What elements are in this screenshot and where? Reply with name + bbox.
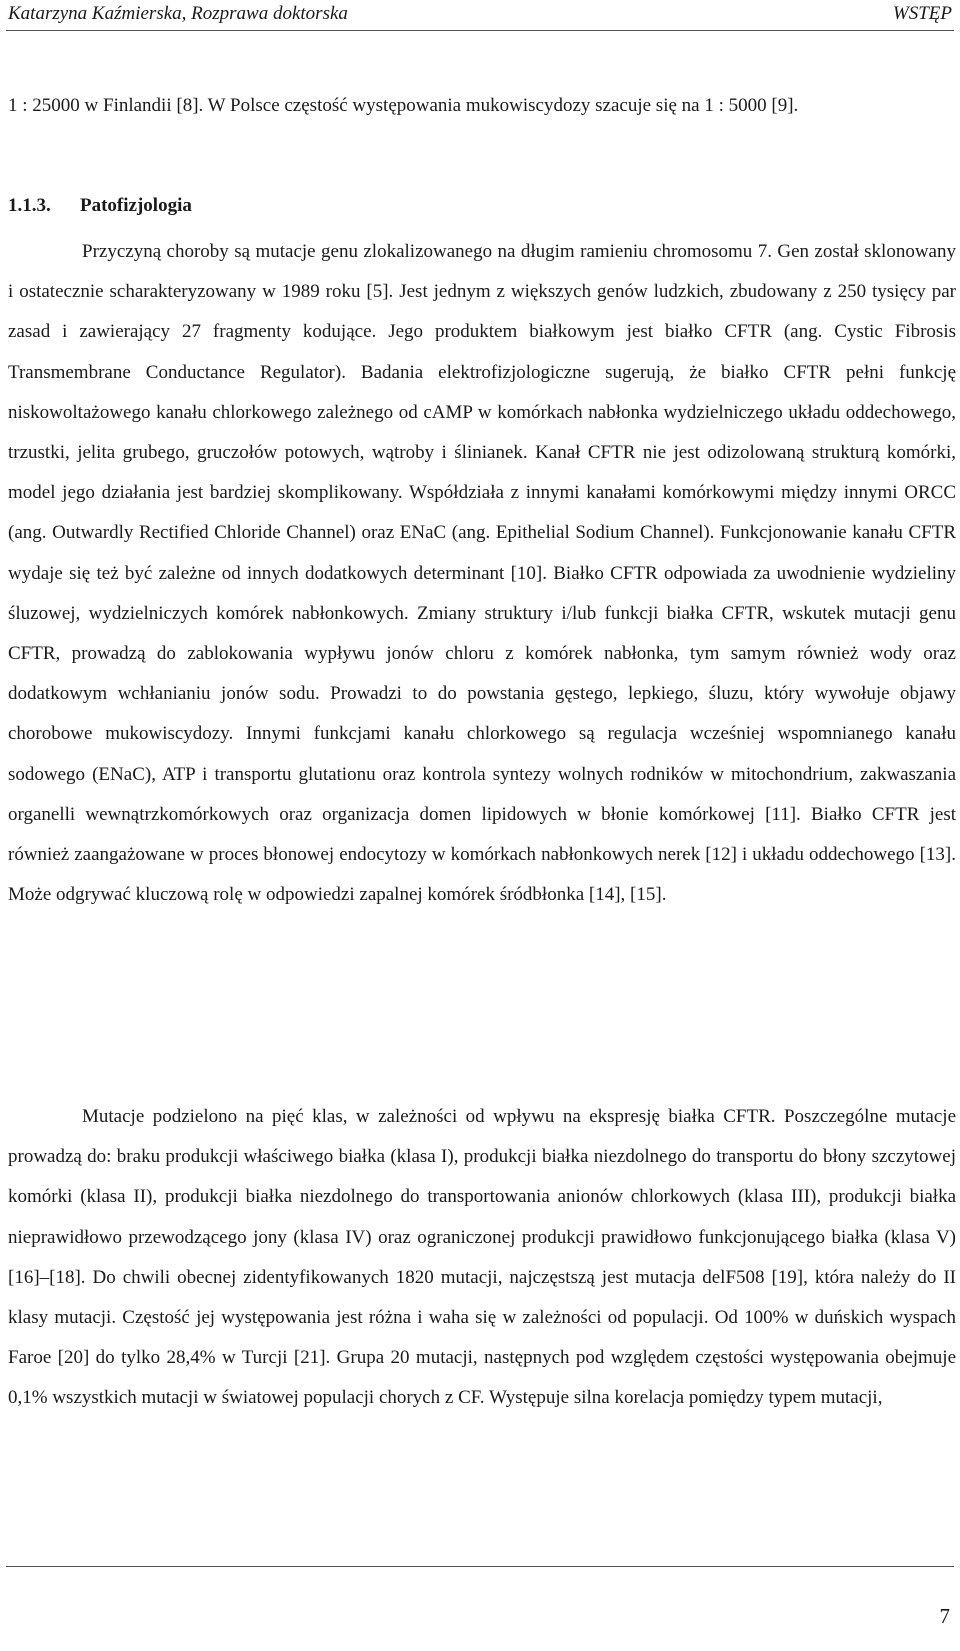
section-heading [8,192,192,220]
intro-paragraph: 1 : 25000 w Finlandii [8]. W Polsce częstość występowania mukowiscydozy szacuje się na 1 : 5000 [9]. [8,95,799,116]
mutations-paragraph: Mutacje podzielono na pięć klas, w zależności od wpływu na ekspresję białka CFTR. Poszczególne mutacje prowadzą do: braku produkcji właściwego białka (klasa I), produkcji białka niezdolnego do transportu do błony szczytowej komórki (klasa II), produkcji białka niezdolnego do transportowania anionów chlorkowych (klasa III), produkcji białka nieprawidłowo przewodzącego jony (klasa IV) oraz ograniczonej produkcji prawidłowo funkcjonującego białka (klasa V) [16]–[18]. Do chwili obecnej zidentyfikowanych 1820 mutacji, najczęstszą jest mutacja delF508 [19], która należy do II klasy mutacji. Częstość jej występowania jest różna i waha się w zależności od populacji. Od 100% w duńskich wyspach Faroe [20] do tylko 28,4% w Turcji [21]. Grupa 20 mutacji, następnych pod względem częstości występowania obejmuje 0,1% wszystkich mutacji w światowej populacji chorych z CF. Występuje silna korelacja pomiędzy typem mutacji, [8,1106,956,1409]
header-author: Katarzyna Kaźmierska, Rozprawa doktorska [8,3,348,24]
page-number: 7 [939,1604,950,1628]
section-number: 1.1.3. [8,195,51,216]
pathophysiology-paragraph: Przyczyną choroby są mutacje genu zlokalizowanego na długim ramieniu chromosomu 7. Gen został sklonowany i ostatecznie scharakteryzowany w 1989 roku [5]. Jest jednym z większych genów ludzkich, zbudowany z 250 tysięcy par zasad i zawierający 27 fragmenty kodujące. Jego produktem białkowym jest białko CFTR (ang. Cystic Fibrosis Transmembrane Conductance Regulator). Badania elektrofizjologiczne sugerują, że białko CFTR pełni funkcję niskowoltażowego kanału chlorkowego zależnego od cAMP w komórkach nabłonka wydzielniczego układu oddechowego, trzustki, jelita grubego, gruczołów potowych, wątroby i ślinianek. Kanał CFTR nie jest odizolowaną strukturą komórki, model jego działania jest bardziej skomplikowany. Współdziała z innymi kanałami komórkowymi między innymi ORCC (ang. Outwardly Rectified Chloride Channel) oraz ENaC (ang. Epithelial Sodium Channel). Funkcjonowanie kanału CFTR wydaje się też być zależne od innych dodatkowych determinant [10]. Białko CFTR odpowiada za uwodnienie wydzieliny śluzowej, wydzielniczych komórek nabłonkowych. Zmiany struktury i/lub funkcji białka CFTR, wskutek mutacji genu CFTR, prowadzą do zablokowania wypływu jonów chloru z komórek nabłonka, tym samym również wody oraz dodatkowym wchłanianiu jonów sodu. Prowadzi to do powstania gęstego, lepkiego, śluzu, który wywołuje objawy chorobowe mukowiscydozy. Innymi funkcjami kanału chlorkowego są regulacja wcześniej wspomnianego kanału sodowego (ENaC), ATP i transportu glutationu oraz kontrola syntezy wolnych rodników w mitochondrium, zakwaszania organelli wewnątrzkomórkowych oraz organizacja domen lipidowych w błonie komórkowej [11]. Białko CFTR jest również zaangażowane w proces błonowej endocytozy w komórkach nabłonkowych nerek [12] i układu oddechowego [13]. Może odgrywać kluczową rolę w odpowiedzi zapalnej komórek śródbłonka [14], [15]. [8,241,956,906]
footer-divider [6,1566,954,1567]
page-header [6,0,954,31]
header-section-title: WSTĘP [892,3,952,24]
section-title: Patofizjologia [80,195,192,216]
page-footer [6,1556,954,1651]
